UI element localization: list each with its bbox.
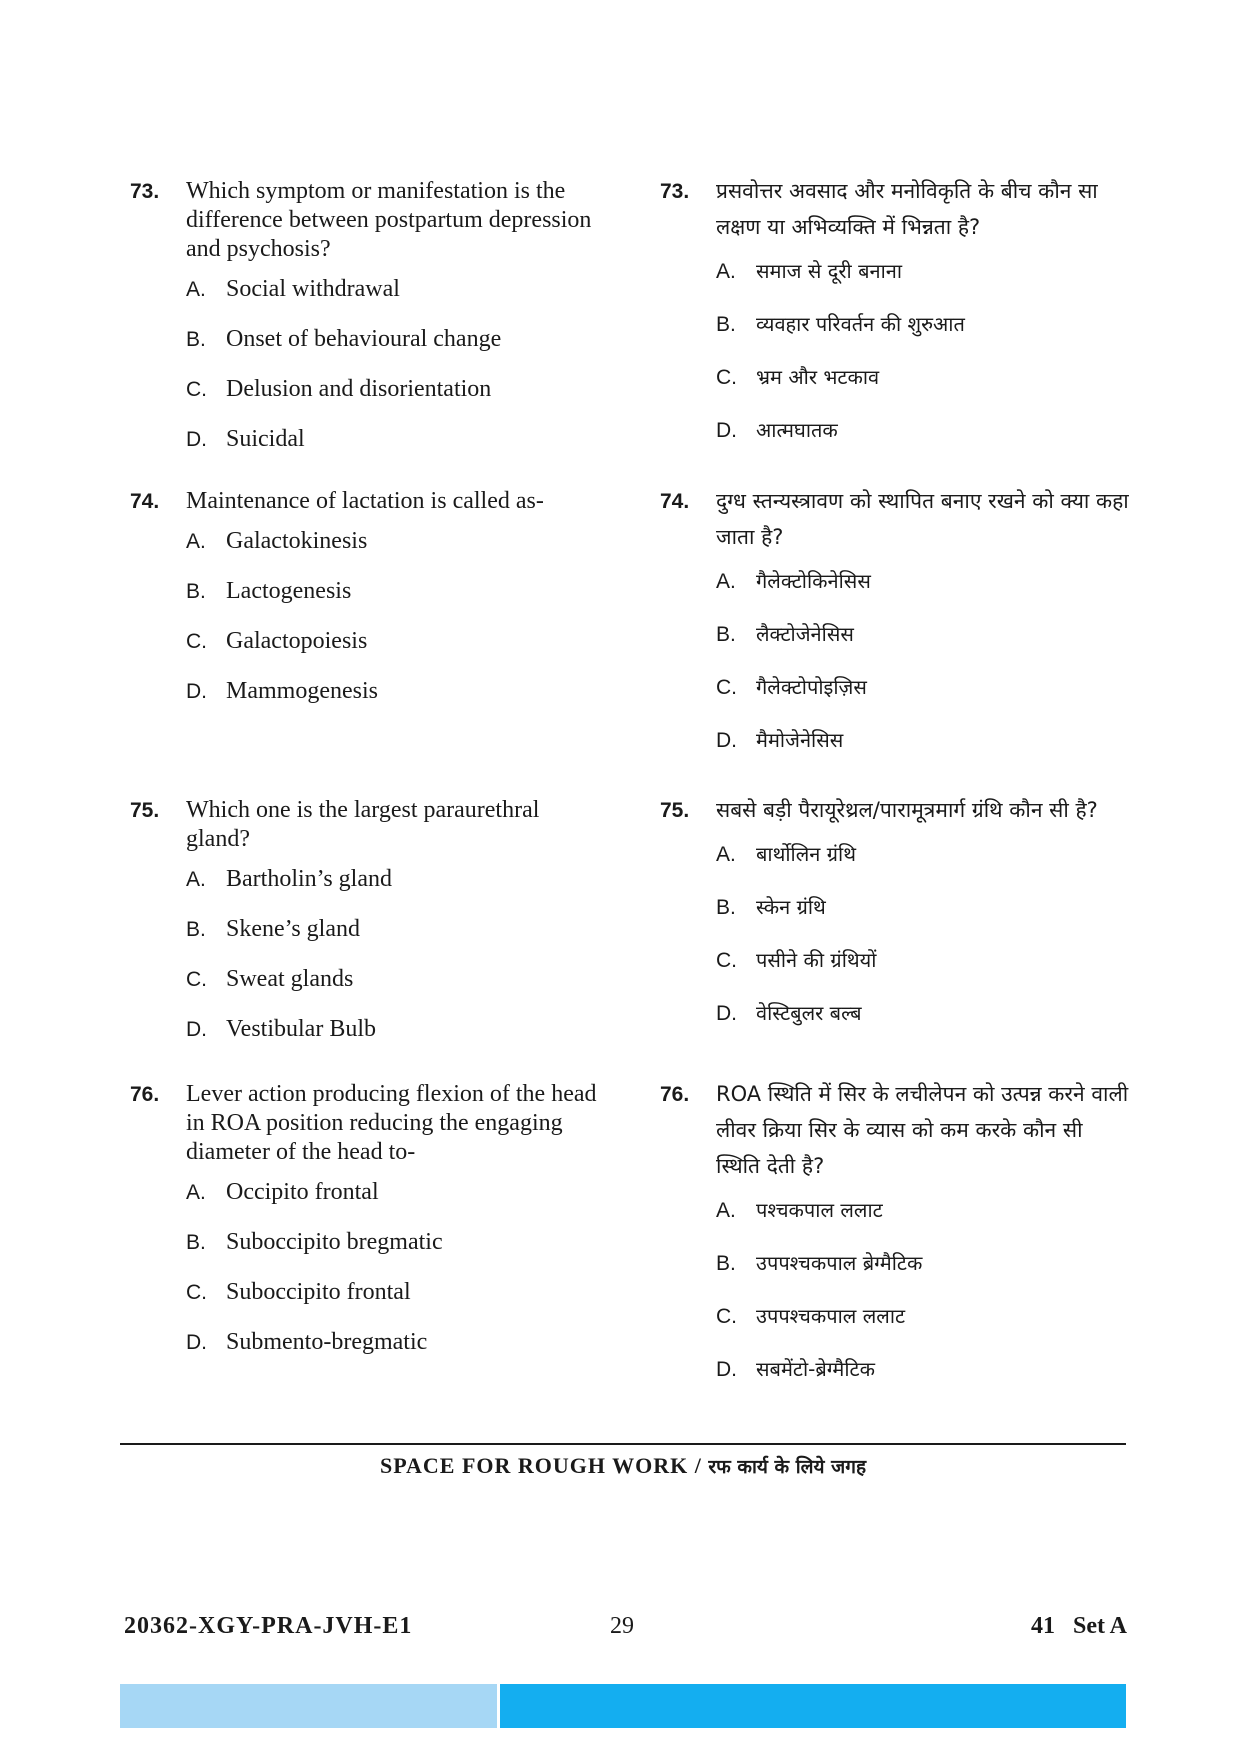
question-text: Maintenance of lactation is called as- (186, 488, 544, 514)
option-a (716, 1196, 1130, 1249)
question-number: 73. (130, 180, 160, 203)
option-c (186, 628, 600, 678)
option-text: मैमोजेनेसिस (756, 728, 844, 752)
option-c (186, 1279, 600, 1329)
option-text: Bartholin’s gland (226, 866, 392, 892)
option-text: बार्थोलिन ग्रंथि (756, 842, 856, 866)
option-text: समाज से दूरी बनाना (756, 259, 903, 283)
option-letter: A. (716, 843, 736, 866)
question-number: 75. (660, 799, 690, 822)
option-letter: D. (716, 1358, 737, 1381)
option-text: भ्रम और भटकाव (756, 365, 880, 389)
option-text: उपपश्चकपाल ललाट (756, 1304, 906, 1328)
question-73-hi (660, 177, 1130, 469)
option-text: Skene’s gland (226, 916, 360, 942)
option-letter: A. (186, 530, 206, 553)
option-a (186, 1179, 600, 1229)
page-number: 29 (610, 1613, 634, 1639)
option-text: Galactopoiesis (226, 628, 368, 654)
question-text: Which symptom or manifestation is the difference between postpartum depression and psychosis? (186, 178, 592, 262)
option-text: Galactokinesis (226, 528, 368, 554)
option-letter: A. (186, 1181, 206, 1204)
option-text: पसीने की ग्रंथियों (756, 948, 877, 972)
question-text: दुग्ध स्तन्यस्त्रावण को स्थापित बनाए रखने को क्या कहा जाता है? (716, 489, 1129, 549)
option-letter: D. (716, 729, 737, 752)
question-76-hi (660, 1080, 1130, 1408)
option-text: स्केन ग्रंथि (756, 895, 826, 919)
option-text: Sweat glands (226, 966, 354, 992)
option-c (716, 1302, 1130, 1355)
question-number: 75. (130, 799, 160, 822)
option-text: पश्चकपाल ललाट (756, 1198, 883, 1222)
option-b (716, 310, 1130, 363)
options-list (130, 1179, 600, 1379)
option-letter: D. (186, 680, 207, 703)
option-letter: C. (716, 366, 737, 389)
option-letter: C. (186, 378, 207, 401)
option-b (186, 916, 600, 966)
paper-code: 20362-XGY-PRA-JVH-E1 (124, 1613, 413, 1639)
footer-bar-dark (500, 1684, 1126, 1728)
option-text: Suboccipito bregmatic (226, 1229, 443, 1255)
question-text: ROA स्थिति में सिर के लचीलेपन को उत्पन्न करने वाली लीवर क्रिया सिर के व्यास को कम करके कौन सी स्थिति देती है? (716, 1082, 1129, 1178)
question-number: 76. (130, 1083, 160, 1106)
option-a (716, 257, 1130, 310)
option-letter: B. (716, 313, 736, 336)
option-d (716, 1355, 1130, 1408)
question-text: सबसे बड़ी पैरायूरेथ्रल/पारामूत्रमार्ग ग्रंथि कौन सी है? (716, 798, 1098, 822)
option-text: Mammogenesis (226, 678, 378, 704)
question-73-en (130, 177, 600, 476)
option-letter: A. (716, 260, 736, 283)
option-letter: B. (716, 1252, 736, 1275)
option-text: Submento-bregmatic (226, 1329, 428, 1355)
option-d (186, 1329, 600, 1379)
question-text: Lever action producing flexion of the head in ROA position reducing the engaging diameter of the head to- (186, 1081, 597, 1165)
option-letter: C. (186, 630, 207, 653)
option-text: गैलेक्टोपोइज़िस (756, 675, 867, 699)
option-text: व्यवहार परिवर्तन की शुरुआत (756, 312, 965, 336)
option-text: Vestibular Bulb (226, 1016, 376, 1042)
options-list (130, 866, 600, 1066)
question-number: 74. (130, 490, 160, 513)
option-letter: A. (186, 868, 206, 891)
option-letter: D. (716, 419, 737, 442)
option-a (186, 866, 600, 916)
question-text: प्रसवोत्तर अवसाद और मनोविकृति के बीच कौन सा लक्षण या अभिव्यक्ति में भिन्नता है? (716, 179, 1098, 239)
option-letter: C. (716, 949, 737, 972)
question-text: Which one is the largest paraurethral gland? (186, 797, 540, 852)
question-number: 73. (660, 180, 690, 203)
option-text: Social withdrawal (226, 276, 400, 302)
question-74-hi (660, 487, 1130, 779)
option-c (716, 363, 1130, 416)
option-text: Lactogenesis (226, 578, 352, 604)
option-letter: B. (186, 1231, 206, 1254)
option-d (716, 416, 1130, 469)
option-text: Occipito frontal (226, 1179, 379, 1205)
option-c (186, 376, 600, 426)
option-b (186, 578, 600, 628)
option-b (716, 620, 1130, 673)
option-d (716, 999, 1130, 1052)
option-letter: A. (716, 1199, 736, 1222)
question-74-en (130, 487, 600, 728)
option-letter: B. (186, 918, 206, 941)
option-d (186, 426, 600, 476)
option-text: उपपश्चकपाल ब्रेग्मैटिक (756, 1251, 923, 1275)
option-letter: A. (716, 570, 736, 593)
option-letter: D. (186, 428, 207, 451)
option-letter: C. (716, 676, 737, 699)
footer-bar-light (120, 1684, 497, 1728)
option-text: Suicidal (226, 426, 305, 452)
option-letter: D. (186, 1331, 207, 1354)
options-list (660, 1196, 1130, 1408)
options-list (130, 276, 600, 476)
option-a (716, 567, 1130, 620)
option-d (186, 678, 600, 728)
question-75-en (130, 796, 600, 1066)
option-c (716, 946, 1130, 999)
option-a (186, 276, 600, 326)
option-a (716, 840, 1130, 893)
option-text: Suboccipito frontal (226, 1279, 411, 1305)
option-text: Delusion and disorientation (226, 376, 492, 402)
option-d (186, 1016, 600, 1066)
rough-work-divider (120, 1443, 1126, 1445)
option-letter: B. (716, 896, 736, 919)
option-c (186, 966, 600, 1016)
options-list (660, 840, 1130, 1052)
option-text: सबमेंटो-ब्रेग्मैटिक (756, 1357, 875, 1381)
option-text: आत्मघातक (756, 418, 838, 442)
option-text: वेस्टिबुलर बल्ब (756, 1001, 862, 1025)
option-b (186, 326, 600, 376)
option-letter: B. (186, 580, 206, 603)
options-list (660, 567, 1130, 779)
option-letter: B. (716, 623, 736, 646)
option-c (716, 673, 1130, 726)
option-letter: C. (716, 1305, 737, 1328)
options-list (130, 528, 600, 728)
option-letter: D. (186, 1018, 207, 1041)
option-b (716, 893, 1130, 946)
question-76-en (130, 1080, 600, 1379)
question-75-hi (660, 796, 1130, 1052)
option-letter: D. (716, 1002, 737, 1025)
option-letter: A. (186, 278, 206, 301)
option-b (716, 1249, 1130, 1302)
option-a (186, 528, 600, 578)
question-number: 76. (660, 1083, 690, 1106)
option-letter: C. (186, 968, 207, 991)
option-text: गैलेक्टोकिनेसिस (756, 569, 871, 593)
rough-work-label-en: SPACE FOR ROUGH WORK / (379, 1453, 702, 1478)
question-number: 74. (660, 490, 690, 513)
option-letter: B. (186, 328, 206, 351)
options-list (660, 257, 1130, 469)
set-label: 41 Set A (1031, 1613, 1127, 1639)
option-text: लैक्टोजेनेसिस (756, 622, 854, 646)
rough-work-label-hi: रफ कार्य के लिये जगह (708, 1456, 867, 1478)
option-text: Onset of behavioural change (226, 326, 502, 352)
option-b (186, 1229, 600, 1279)
option-d (716, 726, 1130, 779)
option-letter: C. (186, 1281, 207, 1304)
rough-work-heading (120, 1453, 1126, 1479)
